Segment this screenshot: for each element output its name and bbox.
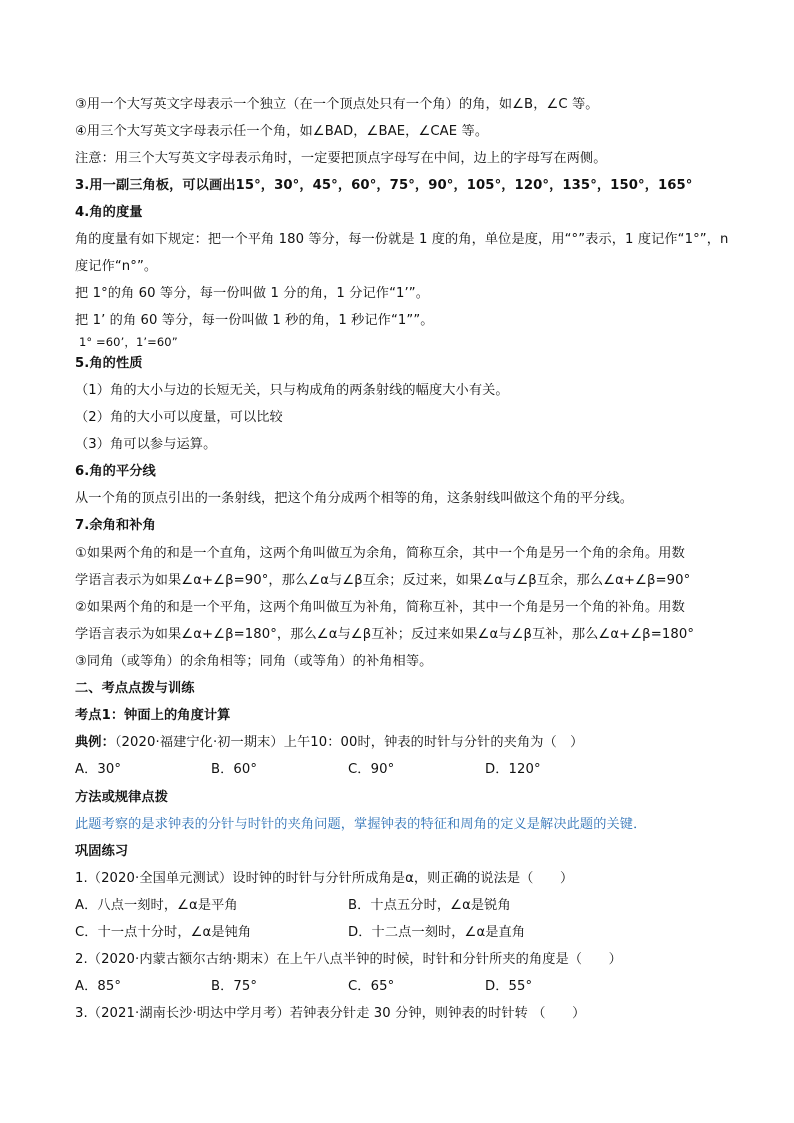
option: D．120° (485, 762, 541, 777)
option: C．65° (348, 979, 395, 994)
section-heading: 7.余角和补角 (75, 518, 156, 533)
text-line: 注意：用三个大写英文字母表示角时，一定要把顶点字母写在中间，边上的字母写在两侧。 (75, 151, 607, 166)
option: C．十一点十分时，∠α是钝角 (75, 925, 252, 940)
section-heading: 方法或规律点拨 (75, 790, 169, 805)
text-line: （2）角的大小可以度量，可以比较 (75, 410, 283, 425)
question-2: 2.（2020·内蒙古额尔古纳·期末）在上午八点半钟的时候，时针和分针所夹的角度是（ ） (75, 952, 622, 967)
text-line: 学语言表示为如果∠α+∠β=180°，那么∠α与∠β互补；反过来如果∠α与∠β互补，那么∠α+∠β=180° (75, 627, 695, 642)
example-text: （2020·福建宁化·初一期末）上午10：00时，钟表的时针与分针的夹角为（ ） (114, 735, 584, 750)
text-line: （1）角的大小与边的长短无关，只与构成角的两条射线的幅度大小有关。 (75, 383, 509, 398)
text-line: （3）角可以参与运算。 (75, 437, 217, 452)
section-heading: 6.角的平分线 (75, 464, 156, 479)
text-line: ①如果两个角的和是一个直角，这两个角叫做互为余角，简称互余，其中一个角是另一个角的余角。用数 (75, 546, 685, 561)
text-line: 把 1’ 的角 60 等分，每一份叫做 1 秒的角，1 秒记作“1””。 (75, 313, 434, 328)
option: D．十二点一刻时，∠α是直角 (348, 925, 526, 940)
text-line: 度记作“n°”。 (75, 259, 158, 274)
option: B．75° (211, 979, 258, 994)
section-heading: 5.角的性质 (75, 356, 143, 371)
text-line: 从一个角的顶点引出的一条射线，把这个角分成两个相等的角，这条射线叫做这个角的平分线。 (75, 491, 634, 506)
option: A．85° (75, 979, 122, 994)
section-heading: 4.角的度量 (75, 205, 143, 220)
option: A．八点一刻时，∠α是平角 (75, 898, 238, 913)
text-line: ③同角（或等角）的余角相等；同角（或等角）的补角相等。 (75, 654, 433, 669)
text-line: 把 1°的角 60 等分，每一份叫做 1 分的角，1 分记作“1’”。 (75, 286, 430, 301)
method-tip: 此题考察的是求钟表的分针与时针的夹角问题，掌握钟表的特征和周角的定义是解决此题的关键． (75, 817, 647, 832)
option: D．55° (485, 979, 533, 994)
question-3: 3.（2021·湖南长沙·明达中学月考）若钟表分针走 30 分钟，则钟表的时针转 （ ） (75, 1006, 586, 1021)
text-line: 1° =60’，1’=60” (79, 335, 178, 349)
section-heading: 考点1：钟面上的角度计算 (75, 708, 231, 723)
text-line: 角的度量有如下规定：把一个平角 180 等分，每一份就是 1 度的角，单位是度，用“°”表示，1 度记作“1°”，n (75, 232, 729, 247)
option: A．30° (75, 762, 122, 777)
section-heading: 3.用一副三角板，可以画出15°，30°，45°，60°，75°，90°，105°，120°，135°，150°，165° (75, 178, 693, 193)
option: B．十点五分时，∠α是锐角 (348, 898, 511, 913)
text-line: ④用三个大写英文字母表示任一个角，如∠BAD，∠BAE，∠CAE 等。 (75, 124, 489, 139)
example-label: 典例： (75, 735, 115, 750)
example-question (75, 734, 725, 752)
section-heading: 巩固练习 (75, 844, 129, 859)
text-line: ②如果两个角的和是一个平角，这两个角叫做互为补角，简称互补，其中一个角是另一个角的补角。用数 (75, 600, 685, 615)
text-line: ③用一个大写英文字母表示一个独立（在一个顶点处只有一个角）的角，如∠B，∠C 等。 (75, 97, 599, 112)
section-heading: 二、考点点拨与训练 (75, 681, 195, 696)
option: B．60° (211, 762, 258, 777)
option: C．90° (348, 762, 395, 777)
text-line: 学语言表示为如果∠α+∠β=90°，那么∠α与∠β互余；反过来，如果∠α与∠β互余，那么∠α+∠β=90° (75, 573, 691, 588)
question-1: 1.（2020·全国单元测试）设时钟的时针与分针所成角是α，则正确的说法是（ ） (75, 871, 574, 886)
